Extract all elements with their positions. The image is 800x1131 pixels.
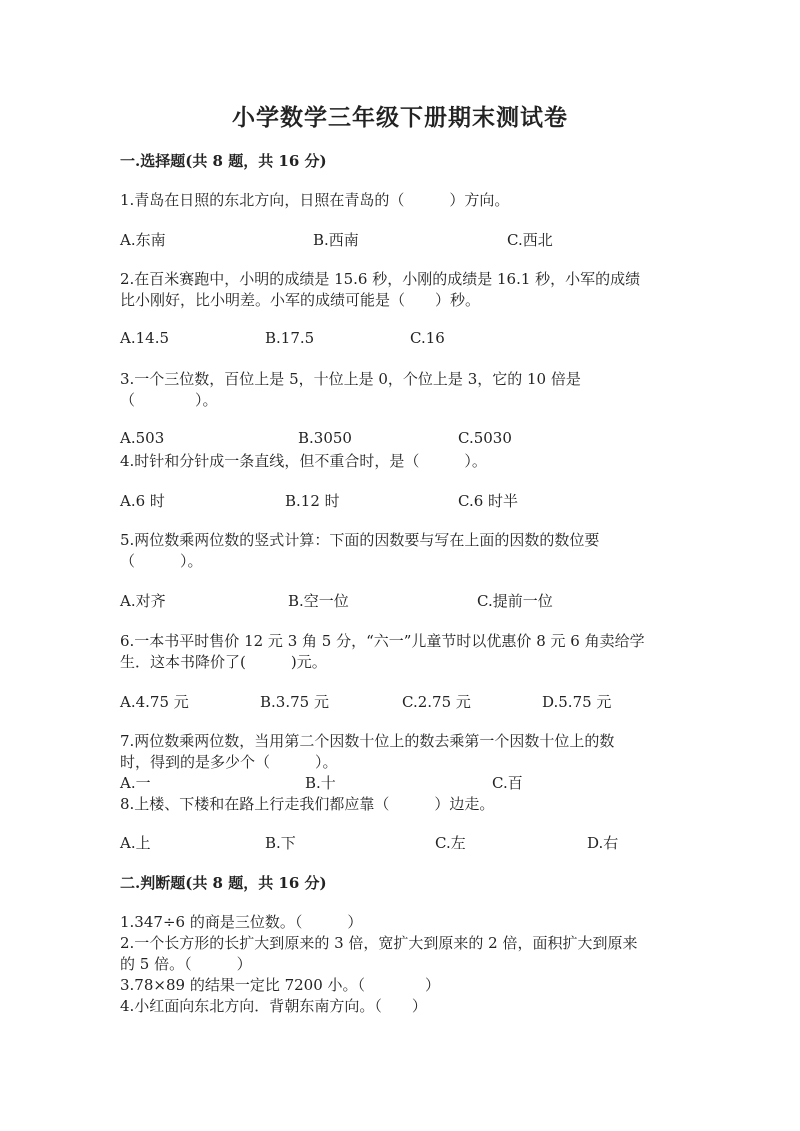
question-7-text-line1: 7.两位数乘两位数，当用第二个因数十位上的数去乘第一个因数十位上的数 <box>120 732 615 750</box>
question-6-option-b: B.3.75 元 <box>260 693 329 711</box>
question-6-text-line2: 生．这本书降价了( )元。 <box>120 653 327 671</box>
question-6-option-a: A.4.75 元 <box>120 693 189 711</box>
question-4-option-b: B.12 时 <box>285 492 340 510</box>
judgement-1-text: 1.347÷6 的商是三位数。（ ） <box>120 913 363 931</box>
question-2-text-line1: 2.在百米赛跑中，小明的成绩是 15.6 秒，小刚的成绩是 16.1 秒，小军的成绩 <box>120 270 641 288</box>
question-6-option-d: D.5.75 元 <box>542 693 612 711</box>
question-5-text-line1: 5.两位数乘两位数的竖式计算：下面的因数要与写在上面的因数的数位要 <box>120 531 600 549</box>
page-title: 小学数学三年级下册期末测试卷 <box>232 104 568 131</box>
question-2-option-b: B.17.5 <box>265 329 315 347</box>
question-5-option-c: C.提前一位 <box>477 592 553 610</box>
question-5-text-line2: （ ）。 <box>120 552 203 570</box>
question-2-option-a: A.14.5 <box>120 329 169 347</box>
question-1-option-c: C.西北 <box>507 231 553 249</box>
question-8-option-c: C.左 <box>435 834 466 852</box>
question-1-text: 1.青岛在日照的东北方向，日照在青岛的（ ）方向。 <box>120 191 510 209</box>
question-8-text: 8.上楼、下楼和在路上行走我们都应靠（ ）边走。 <box>120 795 495 813</box>
section-heading-judgement: 二.判断题(共 8 题，共 16 分) <box>120 874 327 892</box>
question-8-option-b: B.下 <box>265 834 296 852</box>
question-2-option-c: C.16 <box>410 329 445 347</box>
question-4-text: 4.时针和分针成一条直线，但不重合时，是（ ）。 <box>120 452 487 470</box>
question-3-option-b: B.3050 <box>298 429 352 447</box>
judgement-2-text-line2: 的 5 倍。（ ） <box>120 955 252 973</box>
question-2-text-line2: 比小刚好，比小明差。小军的成绩可能是（ ）秒。 <box>120 291 481 309</box>
question-4-option-a: A.6 时 <box>120 492 165 510</box>
question-8-option-d: D.右 <box>587 834 619 852</box>
question-6-option-c: C.2.75 元 <box>402 693 471 711</box>
question-5-option-b: B.空一位 <box>288 592 349 610</box>
question-8-option-a: A.上 <box>120 834 151 852</box>
question-7-option-b: B.十 <box>305 774 336 792</box>
question-7-option-c: C.百 <box>492 774 523 792</box>
question-3-text-line1: 3.一个三位数，百位上是 5，十位上是 0，个位上是 3，它的 10 倍是 <box>120 370 581 388</box>
question-5-option-a: A.对齐 <box>120 592 166 610</box>
section-heading-choice: 一.选择题(共 8 题，共 16 分) <box>120 152 327 170</box>
question-6-text-line1: 6.一本书平时售价 12 元 3 角 5 分，“六一”儿童节时以优惠价 8 元 6 角卖给学 <box>120 632 645 650</box>
judgement-4-text: 4.小红面向东北方向．背朝东南方向。（ ） <box>120 997 427 1015</box>
question-1-option-b: B.西南 <box>313 231 359 249</box>
question-7-text-line2: 时，得到的是多少个（ ）。 <box>120 753 338 771</box>
judgement-2-text-line1: 2.一个长方形的长扩大到原来的 3 倍，宽扩大到原来的 2 倍，面积扩大到原来 <box>120 934 638 952</box>
question-1-option-a: A.东南 <box>120 231 166 249</box>
judgement-3-text: 3.78×89 的结果一定比 7200 小。（ ） <box>120 976 441 994</box>
question-3-option-a: A.503 <box>120 429 165 447</box>
question-7-option-a: A.一 <box>120 774 151 792</box>
question-3-text-line2: （ ）。 <box>120 391 218 409</box>
question-4-option-c: C.6 时半 <box>458 492 519 510</box>
question-3-option-c: C.5030 <box>458 429 512 447</box>
